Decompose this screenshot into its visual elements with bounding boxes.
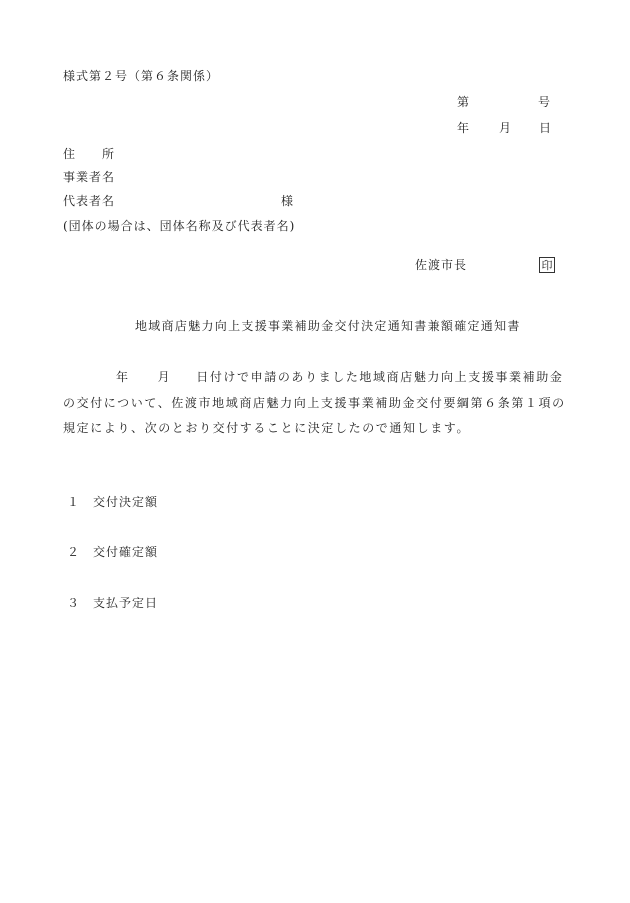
date-day: 日 bbox=[539, 121, 553, 135]
doc-number-suffix: 号 bbox=[538, 95, 552, 109]
business-name-label: 事業者名 bbox=[63, 170, 116, 184]
sender-name: 佐渡市長 bbox=[415, 258, 468, 272]
form-number: 様式第２号（第６条関係） bbox=[63, 69, 220, 83]
document-title: 地域商店魅力向上支援事業補助金交付決定通知書兼額確定通知書 bbox=[135, 319, 521, 333]
body-month: 月 bbox=[157, 370, 172, 384]
doc-number-prefix: 第 bbox=[457, 95, 471, 109]
seal-stamp: 印 bbox=[539, 257, 555, 273]
item-number: ３ bbox=[67, 596, 81, 610]
body-year: 年 bbox=[116, 370, 130, 384]
item-label-decision-amount: 交付決定額 bbox=[93, 495, 159, 509]
date-month: 月 bbox=[499, 121, 513, 135]
item-number: ２ bbox=[67, 545, 81, 559]
item-number: １ bbox=[67, 495, 81, 509]
honorific: 様 bbox=[281, 194, 295, 208]
organization-note: (団体の場合は、団体名称及び代表者名) bbox=[63, 219, 296, 233]
body-line-2: の交付について、佐渡市地域商店魅力向上支援事業補助金交付要綱第６条第１項の bbox=[63, 396, 566, 410]
item-label-confirmed-amount: 交付確定額 bbox=[93, 545, 159, 559]
representative-label: 代表者名 bbox=[63, 194, 116, 208]
address-label: 住 所 bbox=[63, 147, 116, 161]
date-year: 年 bbox=[457, 121, 471, 135]
body-line-3: 規定により、次のとおり交付することに決定したので通知します。 bbox=[63, 421, 471, 435]
body-line-1 bbox=[116, 370, 563, 384]
body-line-1-text: 日付けで申請のありました地域商店魅力向上支援事業補助金 bbox=[196, 370, 564, 384]
item-label-payment-date: 支払予定日 bbox=[93, 596, 159, 610]
